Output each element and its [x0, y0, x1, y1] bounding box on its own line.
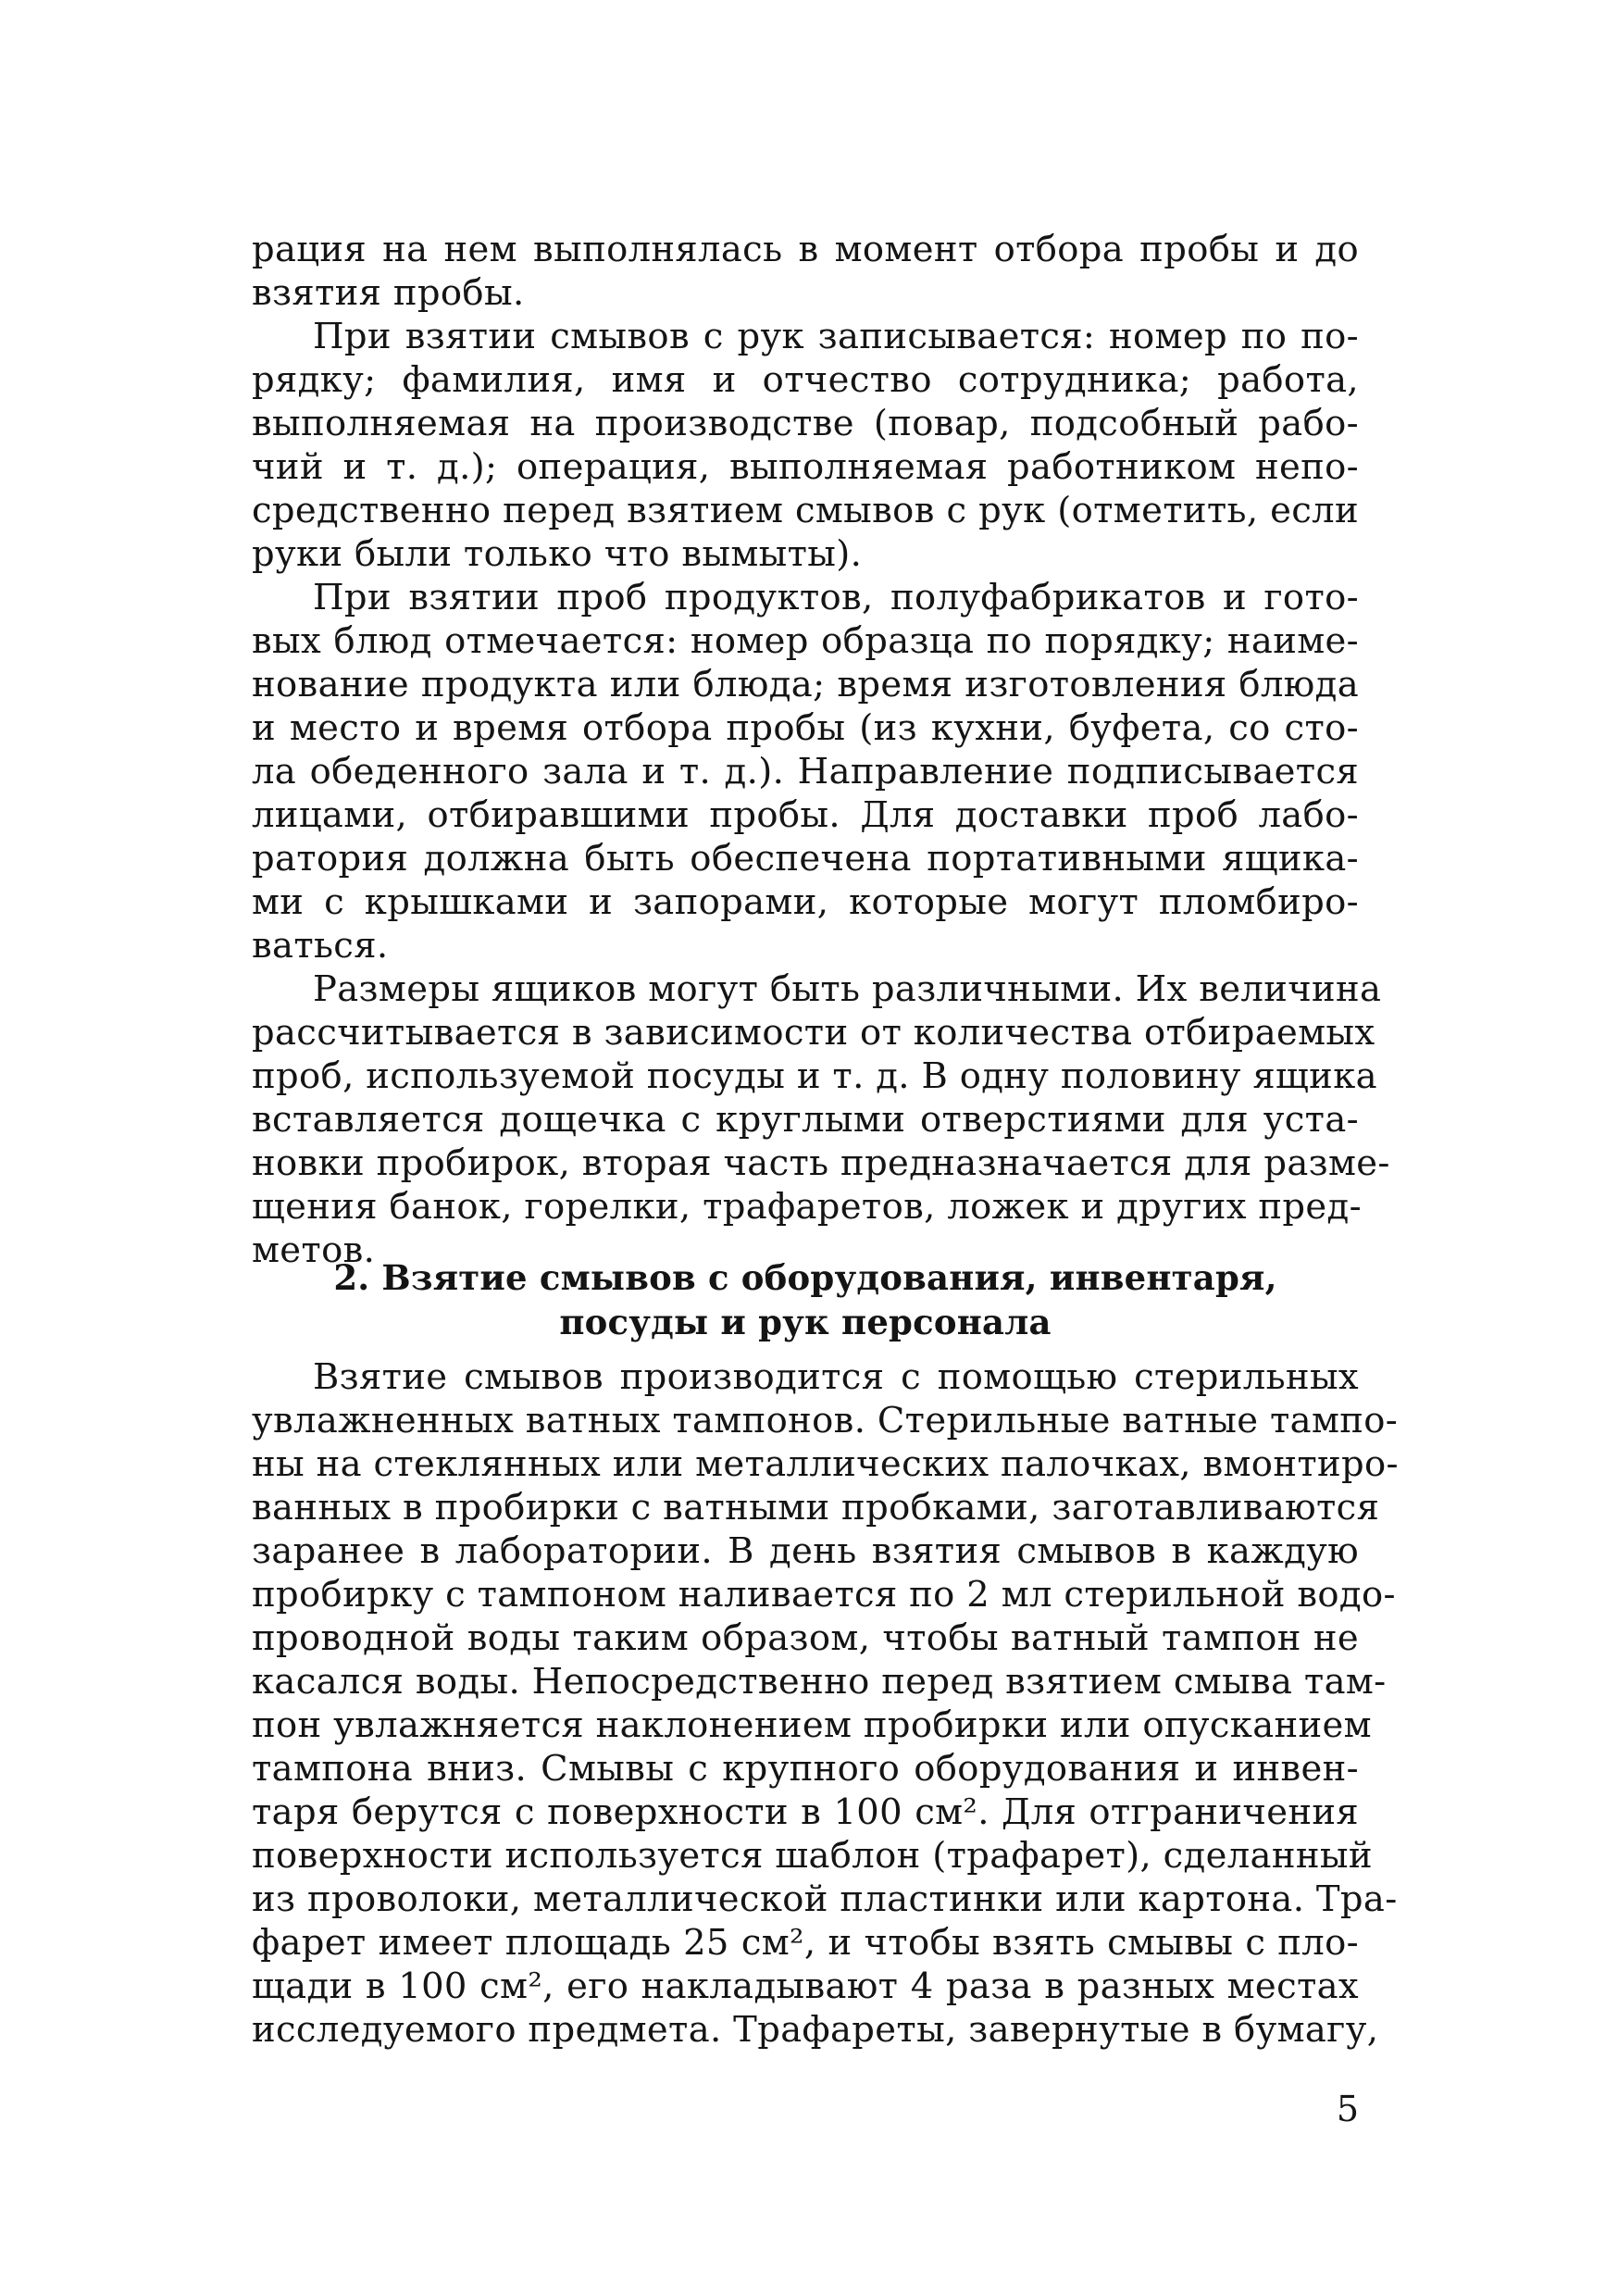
text-line: Размеры ящиков могут быть различными. Их величина: [313, 968, 1382, 1010]
heading-line: 2. Взятие смывов с оборудования, инвентаря,: [333, 1257, 1277, 1298]
text-line: касался воды. Непосредственно перед взятием смыва там-: [252, 1661, 1387, 1703]
text-line: средственно перед взятием смывов с рук (отметить, если: [252, 490, 1359, 531]
text-line: новки пробирок, вторая часть предназначается для разме-: [252, 1142, 1390, 1184]
text-line: и место и время отбора пробы (из кухни, буфета, со сто-: [252, 707, 1359, 749]
text-line: При взятии смывов с рук записывается: номер по по-: [313, 316, 1359, 357]
page-number: 5: [1336, 2089, 1359, 2129]
section-heading: [252, 1255, 1359, 1344]
text-line: щади в 100 см², его накладывают 4 раза в разных местах: [252, 1965, 1359, 2007]
text-line: фарет имеет площадь 25 см², и чтобы взять смывы с пло-: [252, 1922, 1359, 1964]
text-line: заранее в лаборатории. В день взятия смывов в каждую: [252, 1530, 1359, 1572]
text-line: пон увлажняется наклонением пробирки или опусканием: [252, 1704, 1372, 1746]
text-line: лицами, отбиравшими пробы. Для доставки проб лабо-: [252, 794, 1359, 836]
text-line: ратория должна быть обеспечена портативными ящика-: [252, 838, 1359, 880]
text-line: ванных в пробирки с ватными пробками, заготавливаются: [252, 1487, 1380, 1529]
text-line: ми с крышками и запорами, которые могут пломбиро-: [252, 881, 1359, 923]
text-line: поверхности используется шаблон (трафарет), сделанный: [252, 1835, 1373, 1877]
paragraph: [252, 576, 1359, 967]
text-line: При взятии проб продуктов, полуфабрикатов и гото-: [313, 577, 1359, 618]
text-line: вых блюд отмечается: номер образца по порядку; наиме-: [252, 620, 1359, 662]
text-line: проб, используемой посуды и т. д. В одну половину ящика: [252, 1055, 1377, 1097]
text-line: таря берутся с поверхности в 100 см². Для отграничения: [252, 1791, 1359, 1833]
text-line: пробирку с тампоном наливается по 2 мл стерильной водо-: [252, 1574, 1396, 1616]
text-line: рядку; фамилия, имя и отчество сотрудника; работа,: [252, 359, 1359, 401]
text-line: взятия пробы.: [252, 272, 525, 314]
text-line: исследуемого предмета. Трафареты, завернутые в бумагу,: [252, 2009, 1379, 2051]
body-text-top: [252, 228, 1390, 1272]
paragraph: [252, 228, 1359, 315]
text-line: увлажненных ватных тампонов. Стерильные ватные тампо-: [252, 1400, 1399, 1441]
text-line: руки были только что вымыты).: [252, 533, 863, 575]
text-line: из проволоки, металлической пластинки или картона. Тра-: [252, 1878, 1398, 1920]
text-line: вставляется дощечка с круглыми отверстиями для уста-: [252, 1099, 1359, 1141]
text-line: тампона вниз. Смывы с крупного оборудования и инвен-: [252, 1748, 1359, 1790]
text-line: метов.: [252, 1229, 376, 1271]
text-line: нование продукта или блюда; время изготовления блюда: [252, 664, 1359, 705]
paragraph: [252, 967, 1390, 1272]
body-text-bottom: [252, 1355, 1399, 2052]
text-line: проводной воды таким образом, чтобы ватный тампон не: [252, 1617, 1359, 1659]
text-line: чий и т. д.); операция, выполняемая работником непо-: [252, 446, 1359, 488]
paragraph: [252, 315, 1359, 576]
heading-line: посуды и рук персонала: [559, 1302, 1052, 1342]
text-line: рассчитывается в зависимости от количества отбираемых: [252, 1012, 1375, 1054]
text-line: ны на стеклянных или металлических палочках, вмонтиро-: [252, 1443, 1399, 1485]
text-line: ваться.: [252, 925, 389, 967]
text-line: выполняемая на производстве (повар, подсобный рабо-: [252, 403, 1359, 444]
text-line: щения банок, горелки, трафаретов, ложек и других пред-: [252, 1186, 1362, 1228]
text-line: рация на нем выполнялась в момент отбора пробы и до: [252, 229, 1359, 270]
paragraph: [252, 1355, 1399, 2052]
text-line: Взятие смывов производится с помощью стерильных: [313, 1356, 1359, 1398]
text-line: ла обеденного зала и т. д.). Направление подписывается: [252, 751, 1359, 792]
